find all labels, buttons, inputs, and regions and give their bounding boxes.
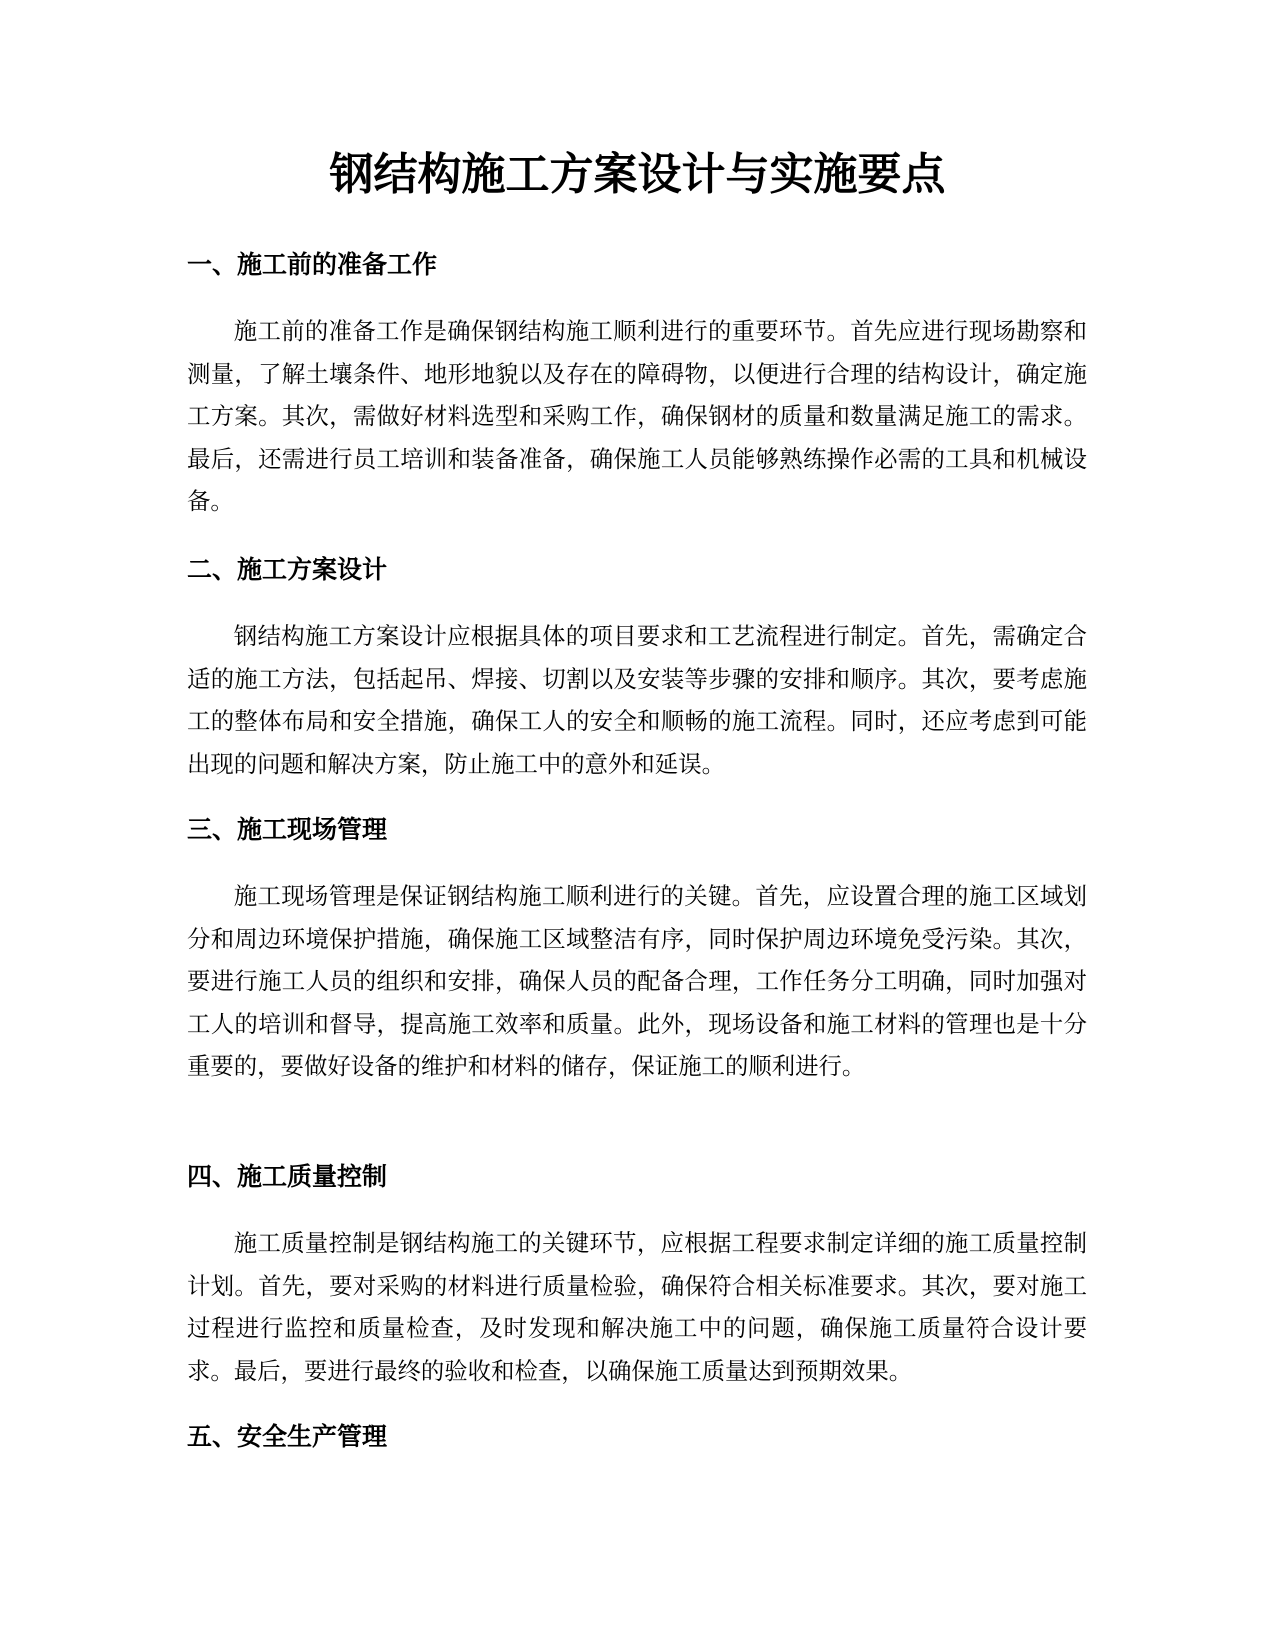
section-quality-control — [187, 1160, 1087, 1392]
page-title: 钢结构施工方案设计与实施要点 — [329, 149, 946, 200]
section-paragraph: 施工现场管理是保证钢结构施工顺利进行的关键。首先，应设置合理的施工区域划分和周边环境保护措施，确保施工区域整洁有序，同时保护周边环境免受污染。其次，要进行施工人员的组织和安排，确保人员的配备合理，工作任务分工明确，同时加强对工人的培训和督导，提高施工效率和质量。此外，现场设备和施工材料的管理也是十分重要的，要做好设备的维护和材料的储存，保证施工的顺利进行。 — [187, 882, 1087, 1080]
section-paragraph: 钢结构施工方案设计应根据具体的项目要求和工艺流程进行制定。首先，需确定合适的施工方法，包括起吊、焊接、切割以及安装等步骤的安排和顺序。其次，要考虑施工的整体布局和安全措施，确保工人的安全和顺畅的施工流程。同时，还应考虑到可能出现的问题和解决方案，防止施工中的意外和延误。 — [187, 622, 1087, 778]
section-heading: 三、施工现场管理 — [187, 815, 388, 844]
section-preparation — [187, 248, 1087, 523]
section-site-management — [187, 813, 1087, 1088]
section-paragraph: 施工前的准备工作是确保钢结构施工顺利进行的重要环节。首先应进行现场勘察和测量，了解土壤条件、地形地貌以及存在的障碍物，以便进行合理的结构设计，确定施工方案。其次，需做好材料选型和采购工作，确保钢材的质量和数量满足施工的需求。最后，还需进行员工培训和装备准备，确保施工人员能够熟练操作必需的工具和机械设备。 — [187, 317, 1087, 515]
section-heading: 二、施工方案设计 — [187, 555, 388, 584]
section-heading: 五、安全生产管理 — [187, 1422, 388, 1451]
section-paragraph: 施工质量控制是钢结构施工的关键环节，应根据工程要求制定详细的施工质量控制计划。首先，要对采购的材料进行质量检验，确保符合相关标准要求。其次，要对施工过程进行监控和质量检查，及时发现和解决施工中的问题，确保施工质量符合设计要求。最后，要进行最终的验收和检查，以确保施工质量达到预期效果。 — [187, 1229, 1087, 1385]
section-heading: 四、施工质量控制 — [187, 1162, 388, 1191]
section-heading: 一、施工前的准备工作 — [187, 250, 438, 279]
section-safety-management — [187, 1420, 1087, 1454]
section-plan-design — [187, 553, 1087, 785]
